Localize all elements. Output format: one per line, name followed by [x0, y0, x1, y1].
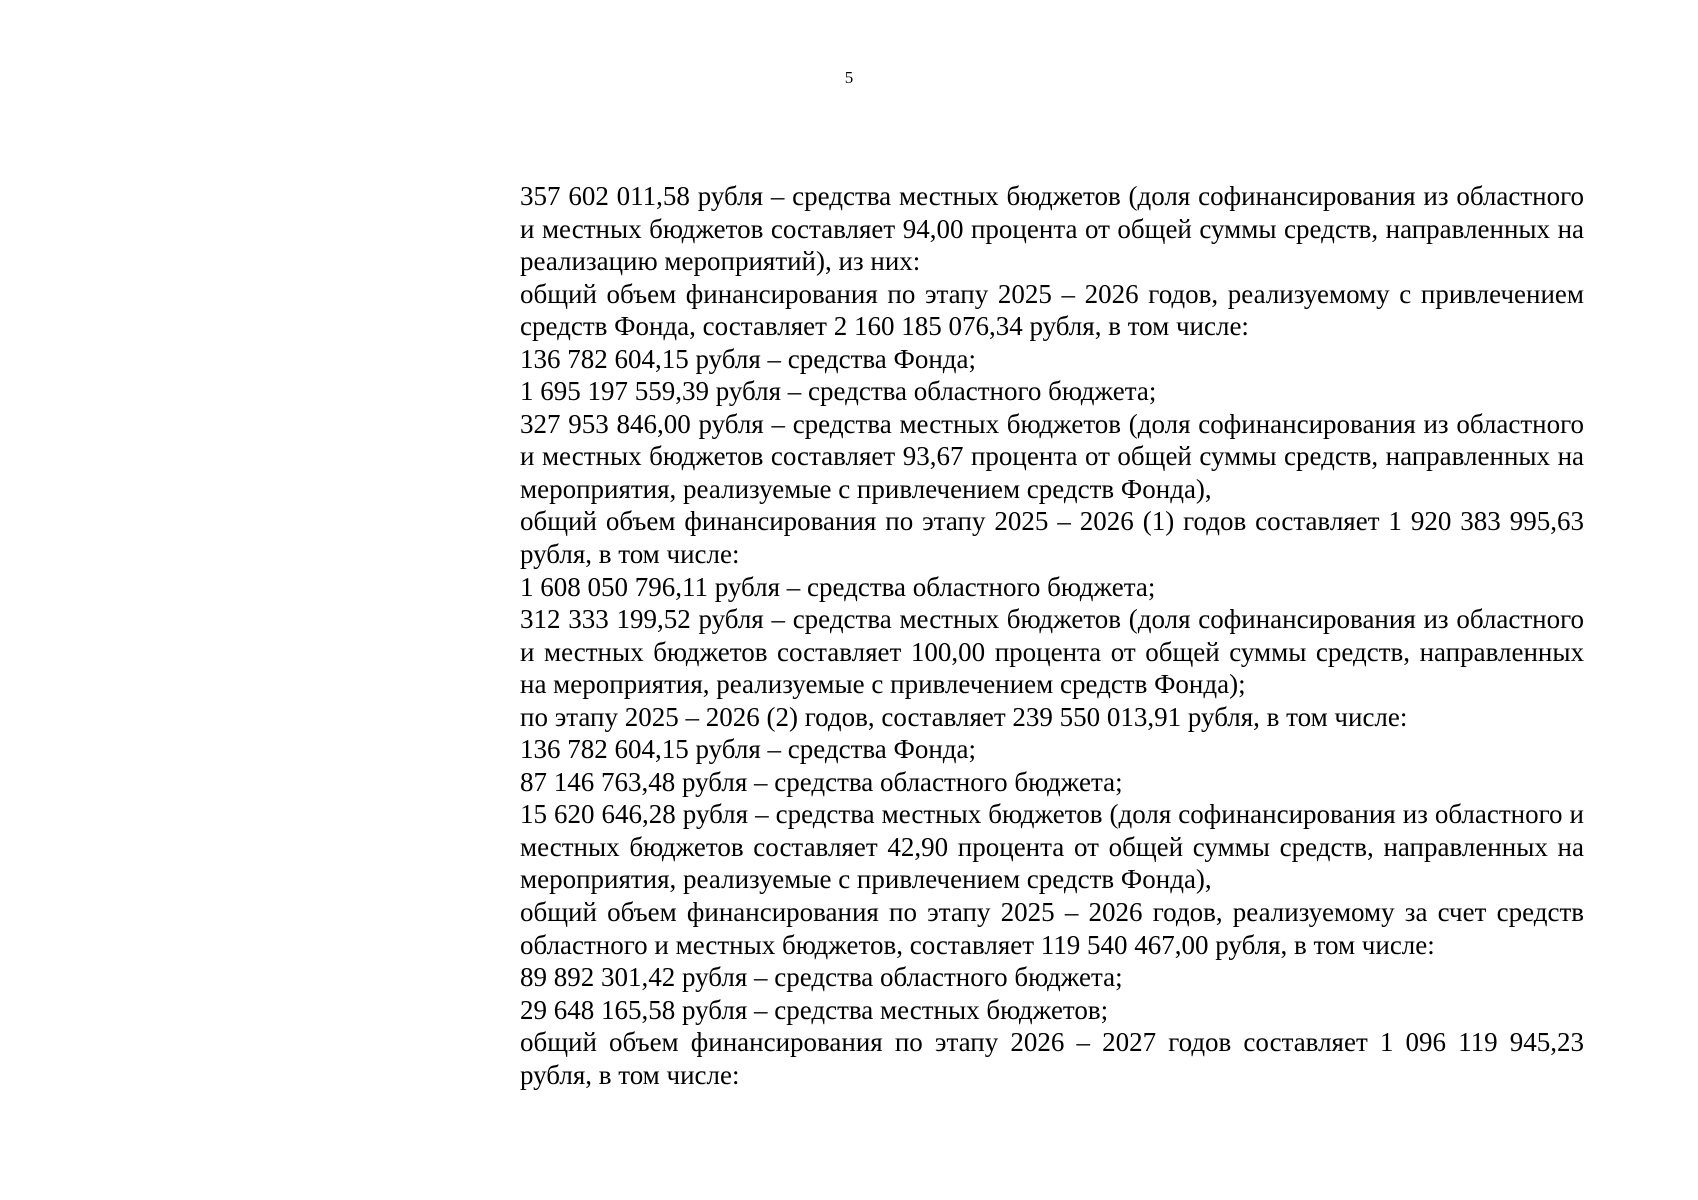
paragraph-local-budgets: 15 620 646,28 рубля – средства местных бюджетов (доля софинансирования из областного и местных бюджетов составляет 42,90 процента от общей суммы средств, направленных на мероприятия, реализуемые с привлечением средств Фонда), — [520, 799, 1584, 895]
paragraph-local-budgets: 29 648 165,58 рубля – средства местных бюджетов; — [520, 994, 1109, 1025]
paragraph-local-budget-total: 357 602 011,58 рубля – средства местных бюджетов (доля софинансирования из областного и местных бюджетов составляет 94,00 процента от общей суммы средств, направленных на реализацию мероприятий), из них: — [520, 181, 1584, 277]
paragraph-regional-budget: 1 695 197 559,39 рубля – средства областного бюджета; — [520, 376, 1157, 407]
paragraph-fund-funds: 136 782 604,15 рубля – средства Фонда; — [520, 343, 977, 374]
paragraph-regional-budget: 1 608 050 796,11 рубля – средства областного бюджета; — [520, 571, 1156, 602]
paragraph-stage-2026-2027: общий объем финансирования по этапу 2026 – 2027 годов составляет 1 096 119 945,23 рубля, в том числе: — [520, 1027, 1584, 1090]
paragraph-local-budgets: 312 333 199,52 рубля – средства местных бюджетов (доля софинансирования из областного и местных бюджетов составляет 100,00 процента от общей суммы средств, направленных на мероприятия, реализуемые с привлечением средств Фонда); — [520, 604, 1584, 700]
document-body — [520, 180, 1584, 1091]
paragraph-regional-budget: 87 146 763,48 рубля – средства областного бюджета; — [520, 766, 1123, 797]
paragraph-stage-2025-2026-2: по этапу 2025 – 2026 (2) годов, составляет 239 550 013,91 рубля, в том числе: — [520, 701, 1408, 732]
paragraph-stage-2025-2026-regional-local: общий объем финансирования по этапу 2025 – 2026 годов, реализуемому за счет средств областного и местных бюджетов, составляет 119 540 467,00 рубля, в том числе: — [520, 897, 1584, 960]
paragraph-stage-2025-2026-1: общий объем финансирования по этапу 2025 – 2026 (1) годов составляет 1 920 383 995,63 рубля, в том числе: — [520, 506, 1584, 570]
paragraph-local-budgets: 327 953 846,00 рубля – средства местных бюджетов (доля софинансирования из областного и местных бюджетов составляет 93,67 процента от общей суммы средств, направленных на мероприятия, реализуемые с привлечением средств Фонда), — [520, 408, 1584, 504]
paragraph-stage-2025-2026-fund: общий объем финансирования по этапу 2025 – 2026 годов, реализуемому с привлечением средств Фонда, составляет 2 160 185 076,34 рубля, в том числе: — [520, 278, 1584, 342]
paragraph-regional-budget: 89 892 301,42 рубля – средства областного бюджета; — [520, 962, 1123, 993]
paragraph-fund-funds: 136 782 604,15 рубля – средства Фонда; — [520, 734, 977, 765]
page-number: 5 — [844, 68, 854, 87]
